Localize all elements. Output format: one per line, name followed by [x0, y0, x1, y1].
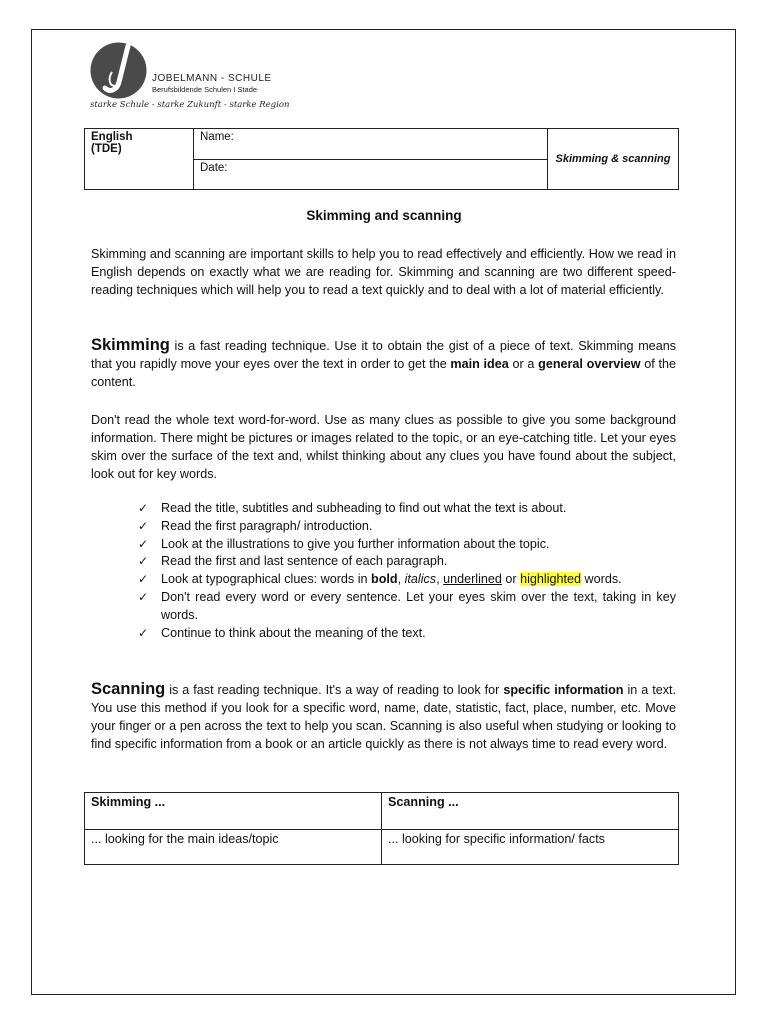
check-icon: ✓ — [138, 554, 149, 569]
skimming-term: Skimming — [91, 336, 170, 354]
skimming-paragraph: Skimming is a fast reading technique. Use it to obtain the gist of a piece of text. Skimming means that you rapidly move your eyes over the text in order to get the main idea or a general overview of the content. — [91, 336, 677, 389]
list-item: ✓ Read the title, subtitles and subheading to find out what the text is about. — [138, 500, 676, 518]
course-cell — [85, 129, 194, 190]
skimming-description: ... looking for the main ideas/topic — [85, 830, 382, 865]
scanning-term: Scanning — [91, 680, 166, 698]
school-subtitle: Berufsbildende Schulen I Stade — [152, 85, 258, 94]
topic-cell: Skimming & scanning — [548, 129, 679, 190]
document-title: Skimming and scanning — [306, 208, 462, 223]
school-name: JOBELMANN - SCHULE — [152, 73, 272, 84]
check-icon: ✓ — [138, 536, 149, 551]
list-item: ✓ Read the first and last sentence of each paragraph. — [138, 553, 676, 571]
list-item: ✓ Don't read every word or every sentence. Let your eyes skim over the text, taking in key words. — [138, 589, 676, 622]
course-code: (TDE) — [91, 143, 122, 155]
skimming-column-header: Skimming ... — [85, 793, 382, 830]
name-field[interactable] — [194, 129, 548, 160]
list-item: ✓ Look at typographical clues: words in bold, italics, underlined or highlighted words. — [138, 571, 676, 589]
check-icon: ✓ — [138, 625, 149, 640]
check-icon: ✓ — [138, 501, 149, 515]
date-field[interactable] — [194, 159, 548, 190]
scanning-description: ... looking for specific information/ facts — [382, 830, 679, 865]
school-logo-icon — [90, 42, 147, 99]
scanning-paragraph: Scanning is a fast reading technique. It's a way of reading to look for specific information in a text. You use this method if you look for a specific word, name, date, statistic, fact, place, number, etc. Move your finger or a pen across the text to help you scan. Scanning is also useful when studying or looking to find specific information from a book or an article quickly as there is not always time to read every word. — [91, 680, 676, 751]
list-item: ✓ Look at the illustrations to give you further information about the topic. — [138, 536, 676, 554]
scanning-column-header: Scanning ... — [382, 793, 679, 830]
check-icon: ✓ — [138, 572, 149, 587]
date-label: Date: — [200, 161, 228, 174]
list-item: ✓ Continue to think about the meaning of the text. — [138, 625, 676, 643]
course-name: English — [91, 131, 133, 143]
header-table — [84, 128, 679, 190]
check-icon: ✓ — [138, 589, 149, 604]
skimming-checklist — [138, 500, 676, 642]
comparison-table — [84, 792, 679, 865]
school-motto: starke Schule - starke Zukunft - starke Region — [90, 100, 290, 110]
skimming-clues-paragraph: Don't read the whole text word-for-word. Use as many clues as possible to give you some background information. There might be pictures or images related to the topic, or an eye-catching title. Let your eyes skim over the surface of the text and, whilst thinking about any clues you have found about the subject, look out for key words. — [91, 413, 676, 481]
intro-paragraph: Skimming and scanning are important skills to help you to read effectively and efficiently. How we read in English depends on exactly what we are reading for. Skimming and scanning are two different speed-reading techniques which will help you to read a text quickly and to deal with a lot of material efficiently. — [91, 247, 676, 297]
highlighted-word: highlighted — [520, 572, 582, 587]
school-logo — [90, 42, 290, 112]
list-item: ✓ Read the first paragraph/ introduction. — [138, 518, 676, 536]
check-icon: ✓ — [138, 518, 149, 533]
name-label: Name: — [200, 131, 234, 143]
